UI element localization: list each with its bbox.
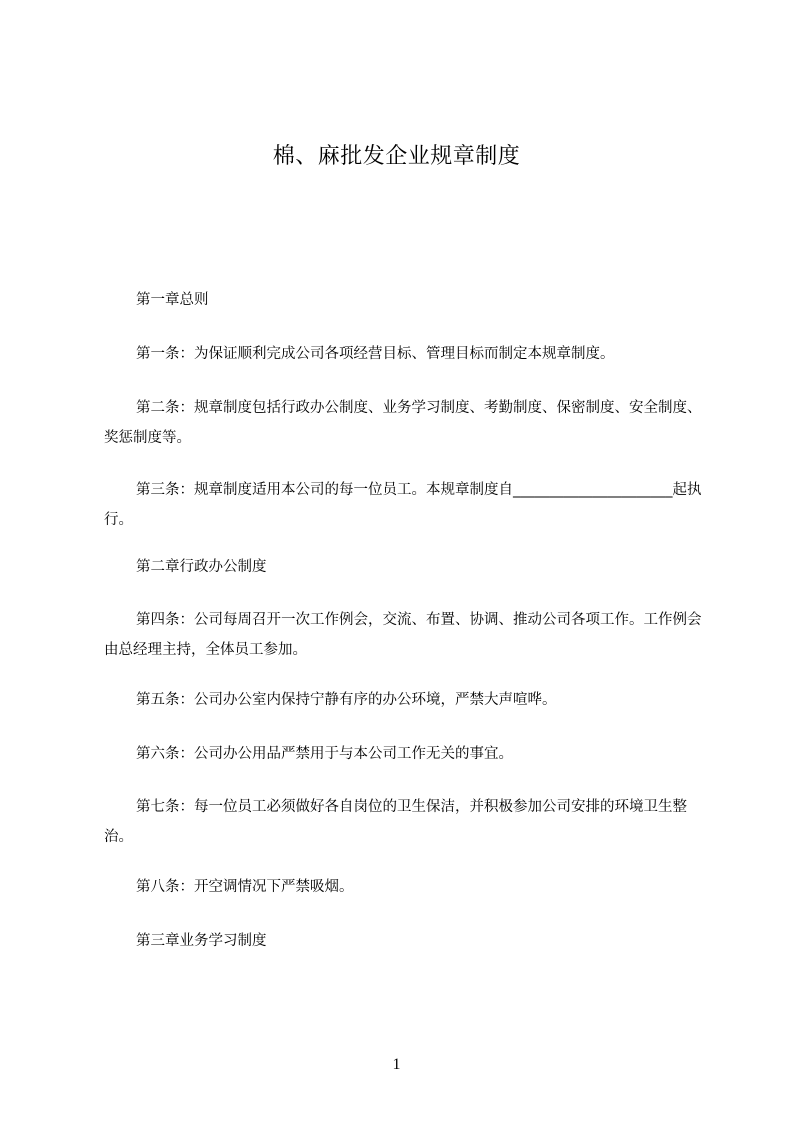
article-7: 第七条：每一位员工必须做好各自岗位的卫生保洁，并积极参加公司安排的环境卫生整治。 — [104, 799, 687, 845]
chapter-2-heading: 第二章行政办公制度 — [136, 559, 267, 575]
article-1: 第一条：为保证顺利完成公司各项经营目标、管理目标而制定本规章制度。 — [136, 346, 615, 362]
article-3: 第三条：规章制度适用本公司的每一位员工。本规章制度自______________________起执行。 — [104, 482, 702, 528]
chapter-1-heading: 第一章总则 — [136, 292, 209, 308]
page-number: 1 — [392, 1056, 401, 1073]
article-2: 第二条：规章制度包括行政办公制度、业务学习制度、考勤制度、保密制度、安全制度、奖惩制度等。 — [104, 400, 702, 446]
article-8: 第八条：开空调情况下严禁吸烟。 — [136, 879, 354, 895]
article-5: 第五条：公司办公室内保持宁静有序的办公环境，严禁大声喧哗。 — [136, 692, 557, 708]
article-6: 第六条：公司办公用品严禁用于与本公司工作无关的事宜。 — [136, 746, 513, 762]
article-4: 第四条：公司每周召开一次工作例会，交流、布置、协调、推动公司各项工作。工作例会由总经理主持，全体员工参加。 — [104, 612, 702, 658]
document-title: 棉、麻批发企业规章制度 — [272, 144, 521, 169]
chapter-3-heading: 第三章业务学习制度 — [136, 933, 267, 949]
